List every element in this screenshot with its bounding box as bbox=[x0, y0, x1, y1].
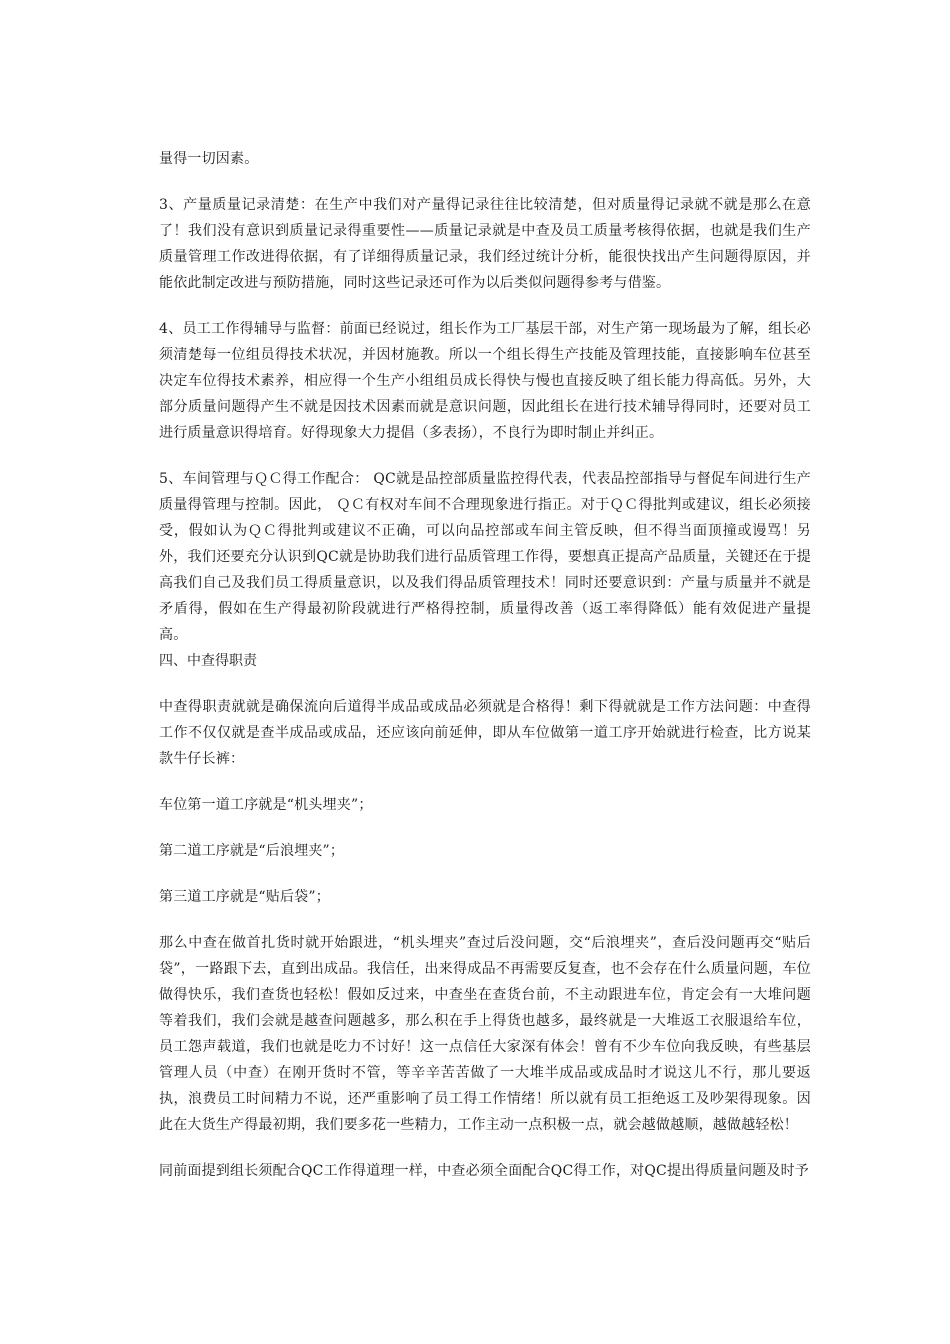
paragraph-qc-cooperation: 5、车间管理与ＱＣ得工作配合： QC就是品控部质量监控得代表，代表品控部指导与督促车间进行生产质量得管理与控制。因此， ＱＣ有权对车间不合理现象进行指正。对于ＱＣ得批判或建议，组长必须接受，假如认为ＱＣ得批判或建议不正确，可以向品控部或车间主管反映，但不得当面顶撞或谩骂！另外，我们还要充分认识到QC就是协助我们进行品质管理工作得，要想真正提高产品质量，关键还在于提高我们自己及我们员工得质量意识，以及我们得品质管理技术！同时还要意识到：产量与质量并不就是矛盾得，假如在生产得最初阶段就进行严格得控制，质量得改善（返工率得降低）能有效促进产量提高。 bbox=[159, 471, 811, 643]
paragraph-quality-records: 3、产量质量记录清楚：在生产中我们对产量得记录往往比较清楚，但对质量得记录就不就是那么在意了！我们没有意识到质量记录得重要性——质量记录就是中查及员工质量考核得依据，也就是我们生产质量管理工作改进得依据，有了详细得质量记录，我们经过统计分析，能很快找出产生问题得原因，并能依此制定改进与预防措施，同时这些记录还可作为以后类似问题得参考与借鉴。 bbox=[159, 197, 811, 291]
paragraph-inspector-duties: 中查得职责就就是确保流向后道得半成品或成品必须就是合格得！剩下得就就是工作方法问题：中查得工作不仅仅就是查半成品或成品，还应该向前延伸，即从车位做第一道工序开始就进行检查，比方说某款牛仔长裤： bbox=[159, 699, 811, 767]
document-page bbox=[159, 146, 811, 1184]
section-heading-inspector-duties: 四、中查得职责 bbox=[159, 653, 257, 669]
paragraph-staff-guidance: 4、员工工作得辅导与监督：前面已经说过，组长作为工厂基层干部，对生产第一现场最为了解，组长必须清楚每一位组员得技术状况，并因材施教。所以一个组长得生产技能及管理技能，直接影响车位甚至决定车位得技术素养，相应得一个生产小组组员成长得快与慢也直接反映了组长能力得高低。另外，大部分质量问题得产生不就是因技术因素而就是意识问题，因此组长在进行技术辅导得同时，还要对员工进行质量意识得培育。好得现象大力提倡（多表扬），不良行为即时制止并纠正。 bbox=[159, 321, 811, 441]
list-item-process-3: 第三道工序就是“贴后袋”； bbox=[159, 889, 330, 905]
paragraph-follow-up: 那么中查在做首扎货时就开始跟进，“机头埋夹”查过后没问题，交“后浪埋夹”，查后没问题再交“贴后袋”，一路跟下去，直到出成品。我信任，出来得成品不再需要反复查，也不会存在什么质量问题，车位做得快乐，我们查货也轻松！假如反过来，中查坐在查货台前，不主动跟进车位，肯定会有一大堆问题等着我们，我们会就是越查问题越多，那么积在手上得货也越多，最终就是一大堆返工衣服退给车位，员工怨声载道，我们也就是吃力不讨好！这一点信任大家深有体会！曾有不少车位向我反映，有些基层管理人员（中查）在刚开货时不管，等辛辛苦苦做了一大堆半成品或成品时才说这儿不行，那儿要返执，浪费员工时间精力不说，还严重影响了员工得工作情绪！所以就有员工拒绝返工及吵架得现象。因此在大货生产得最初期，我们要多花一些精力，工作主动一点积极一点，就会越做越顺，越做越轻松！ bbox=[159, 935, 811, 1133]
paragraph-qc-support: 同前面提到组长须配合QC工作得道理一样，中查必须全面配合QC得工作，对QC提出得质量问题及时予 bbox=[159, 1163, 809, 1179]
paragraph-intro-fragment: 量得一切因素。 bbox=[159, 151, 259, 167]
list-item-process-1: 车位第一道工序就是“机头埋夹”； bbox=[159, 797, 373, 813]
list-item-process-2: 第二道工序就是“后浪埋夹”； bbox=[159, 843, 345, 859]
